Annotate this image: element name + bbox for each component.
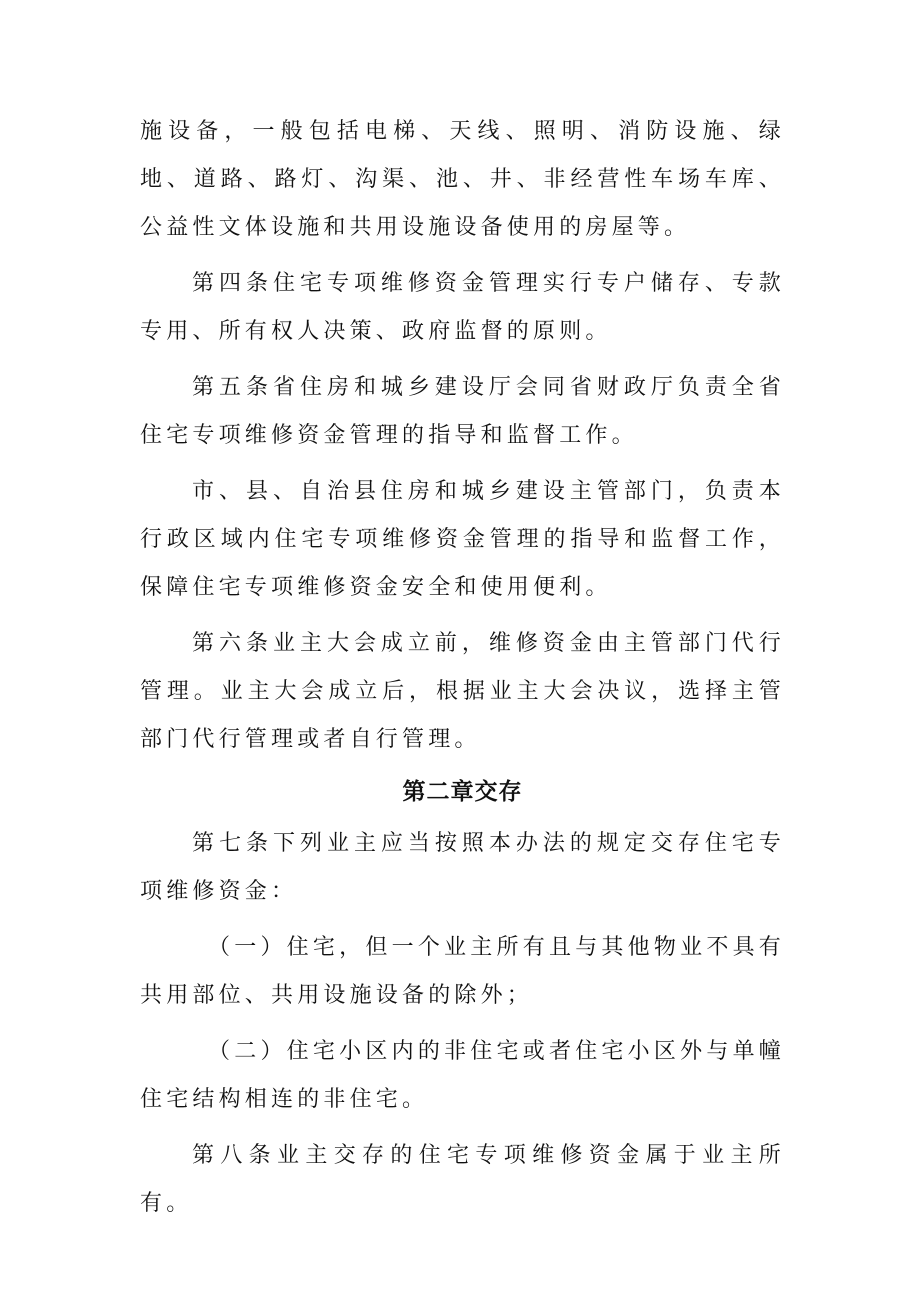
paragraph-article-4: 第四条住宅专项维修资金管理实行专户储存、专款专用、所有权人决策、政府监督的原则。 xyxy=(140,271,785,344)
list-item-1: （一）住宅，但一个业主所有且与其他物业不具有共用部位、共用设施设备的除外； xyxy=(140,935,785,1008)
document-page xyxy=(140,108,785,1228)
paragraph-article-5: 第五条省住房和城乡建设厅会同省财政厅负责全省住宅专项维修资金管理的指导和监督工作。 xyxy=(140,375,785,448)
list-item-2: （二）住宅小区内的非住宅或者住宅小区外与单幢住宅结构相连的非住宅。 xyxy=(140,1039,785,1112)
chapter-heading: 第二章交存 xyxy=(402,779,523,805)
paragraph-article-7: 第七条下列业主应当按照本办法的规定交存住宅专项维修资金： xyxy=(140,831,785,904)
paragraph-common-facilities: 施设备，一般包括电梯、天线、照明、消防设施、绿地、道路、路灯、沟渠、池、井、非经营性车场车库、公益性文体设施和共用设施设备使用的房屋等。 xyxy=(140,119,785,240)
paragraph-local-authorities: 市、县、自治县住房和城乡建设主管部门，负责本行政区域内住宅专项维修资金管理的指导和监督工作，保障住宅专项维修资金安全和使用便利。 xyxy=(140,479,785,600)
paragraph-article-8: 第八条业主交存的住宅专项维修资金属于业主所有。 xyxy=(140,1143,785,1216)
paragraph-article-6: 第六条业主大会成立前，维修资金由主管部门代行管理。业主大会成立后，根据业主大会决议，选择主管部门代行管理或者自行管理。 xyxy=(140,631,785,752)
